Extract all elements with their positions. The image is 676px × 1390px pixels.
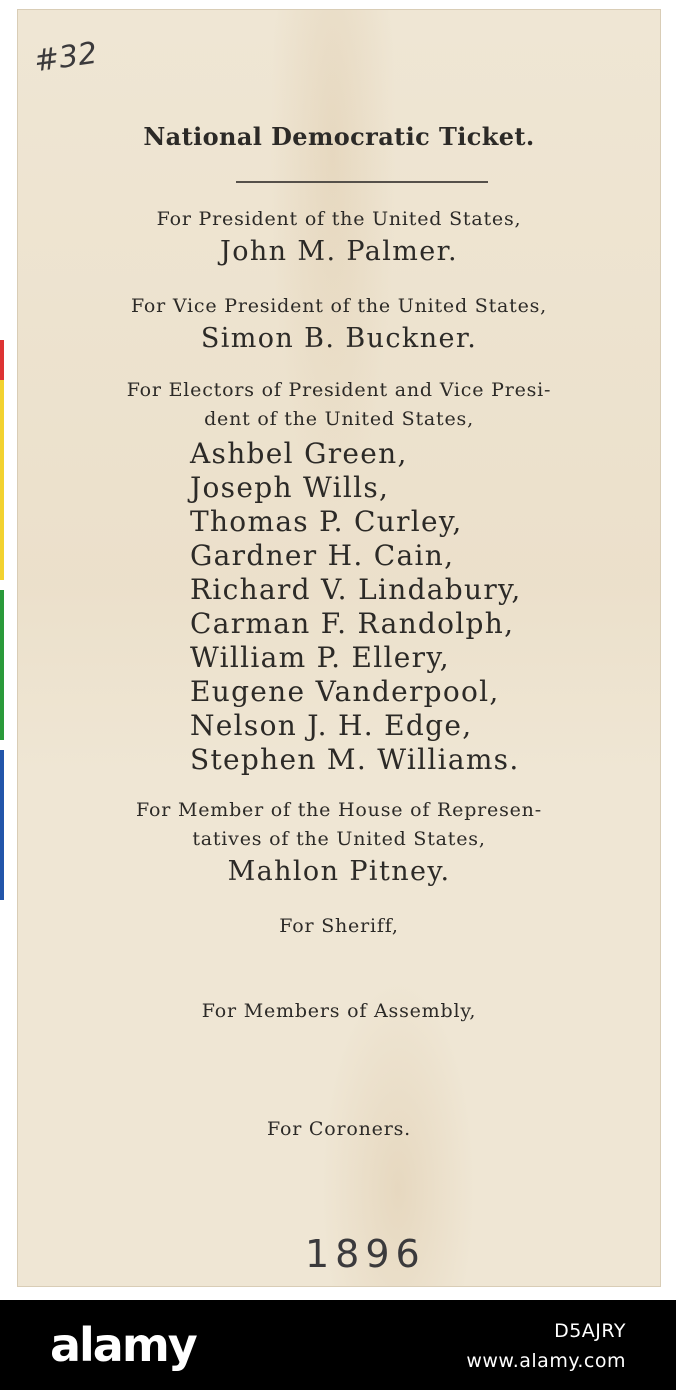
president-heading: For President of the United States, (156, 208, 522, 230)
elector-name: Ashbel Green, (190, 437, 408, 470)
house-representative-name: Mahlon Pitney. (227, 856, 451, 887)
title-rule (236, 181, 488, 183)
elector-name: William P. Ellery, (190, 641, 450, 674)
elector-name: Joseph Wills, (190, 471, 390, 504)
elector-name: Thomas P. Curley, (190, 505, 463, 538)
vice-president-heading: For Vice President of the United States, (130, 295, 548, 317)
watermark-url: www.alamy.com (466, 1350, 626, 1372)
electors-heading-line-1: For Electors of President and Vice Presi- (126, 379, 552, 401)
image-id: D5AJRY (554, 1320, 626, 1342)
ticket-title: National Democratic Ticket. (143, 122, 535, 151)
elector-name: Richard V. Lindabury, (190, 573, 522, 606)
elector-name: Gardner H. Cain, (190, 539, 455, 572)
scanner-edge-strip (0, 0, 4, 1300)
elector-name: Stephen M. Williams. (190, 743, 520, 776)
assembly-heading: For Members of Assembly, (201, 1000, 477, 1022)
elector-name: Carman F. Randolph, (190, 607, 515, 640)
alamy-logo: alamy (50, 1318, 196, 1372)
ballot-ticket (18, 10, 660, 1286)
handwritten-number: #32 (31, 35, 100, 80)
house-heading-line-1: For Member of the House of Represen- (136, 799, 542, 821)
coroners-heading: For Coroners. (267, 1118, 411, 1140)
president-name: John M. Palmer. (219, 236, 459, 267)
vice-president-name: Simon B. Buckner. (200, 323, 478, 354)
sheriff-heading: For Sheriff, (279, 915, 399, 937)
house-heading-line-2: tatives of the United States, (192, 828, 486, 850)
watermark-footer (0, 1300, 676, 1390)
handwritten-year: 1896 (305, 1232, 426, 1276)
electors-heading-line-2: dent of the United States, (204, 408, 474, 430)
elector-name: Nelson J. H. Edge, (190, 709, 473, 742)
elector-name: Eugene Vanderpool, (190, 675, 500, 708)
